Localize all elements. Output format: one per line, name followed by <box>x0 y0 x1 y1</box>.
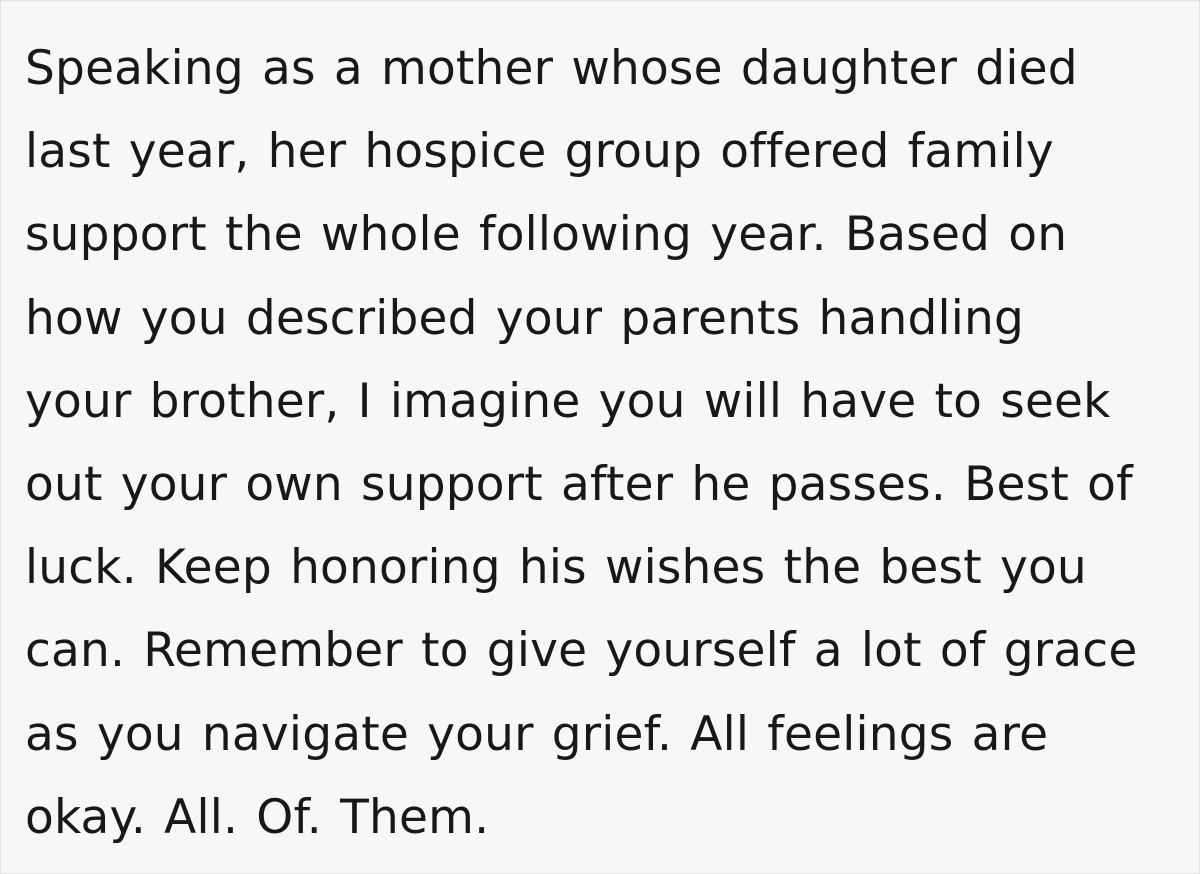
comment-text-block <box>1 1 1199 874</box>
comment-body-text: Speaking as a mother whose daughter died last year, her hospice group offered family support the whole following year. Based on how you described your parents handling your brother, I imagine you will have to seek out your own support after he passes. Best of luck. Keep honoring his wishes the best you can. Remember to give yourself a lot of grace as you navigate your grief. All feelings are okay. All. Of. Them. <box>25 41 1138 845</box>
